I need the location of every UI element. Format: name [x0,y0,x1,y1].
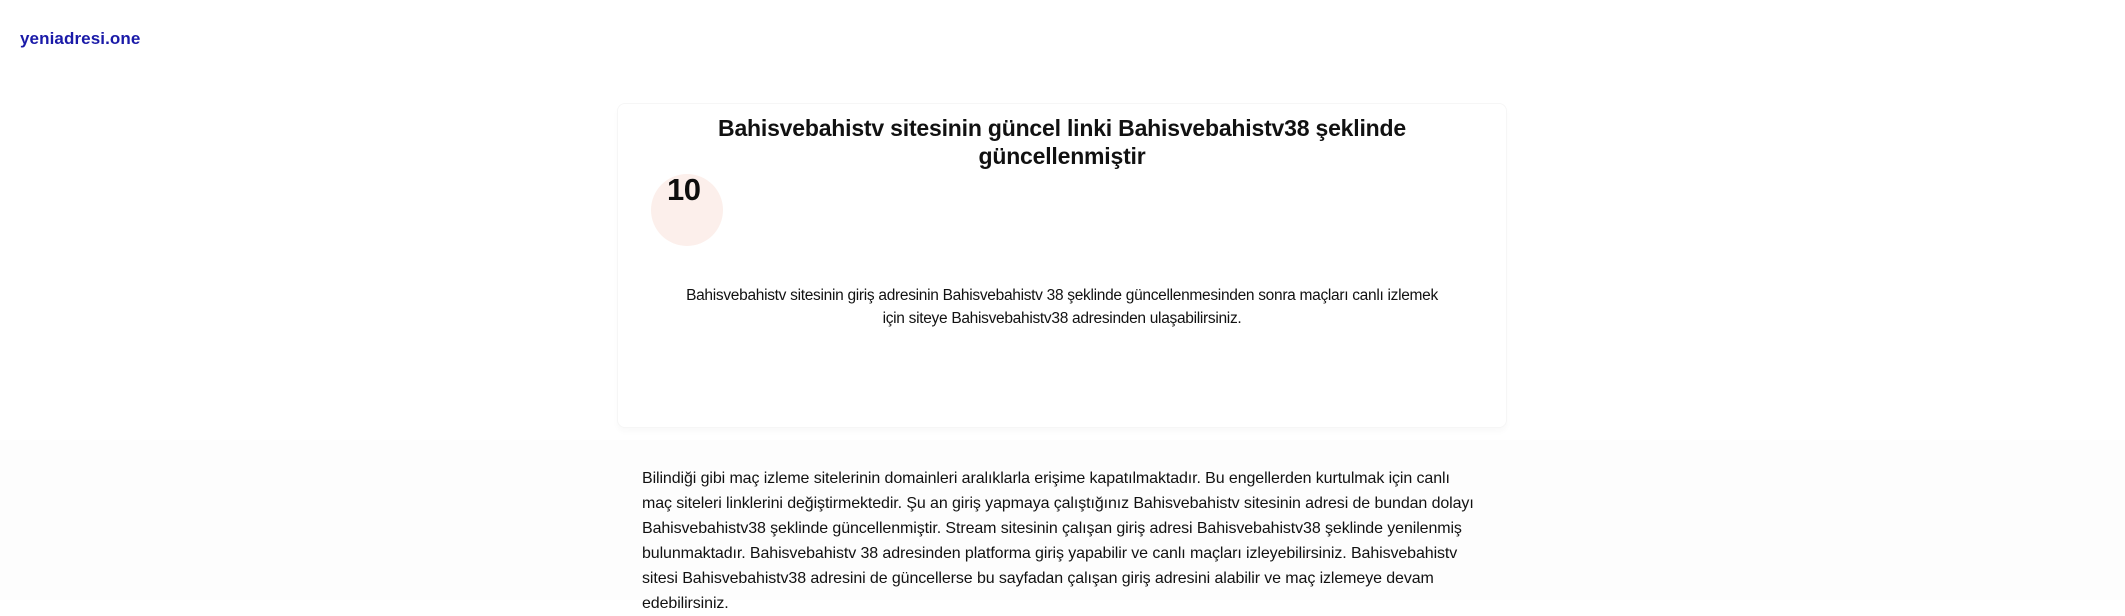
article-line-6: edebilirsiniz. [642,595,729,612]
article-line-2: maç siteleri linklerini değiştirmektedir. Şu an giriş yapmaya çalıştığınız Bahisvebahistv sitesinin adresi de bundan dolayı [642,495,1474,512]
count-badge [651,174,723,246]
card-title-line-2: güncellenmiştir [978,143,1146,169]
card-title [618,114,1506,170]
article-line-4: bulunmaktadır. Bahisvebahistv 38 adresinden platforma giriş yapabilir ve canlı maçları izleyebilirsiniz. Bahisvebahistv [642,545,1458,562]
count-number: 10 [667,172,701,207]
site-logo-link[interactable]: yeniadresi.one [20,29,141,48]
card-title-line-1: Bahisvebahistv sitesinin güncel linki Bahisvebahistv38 şeklinde [718,115,1406,141]
update-card [617,103,1507,428]
article-line-5: sitesi Bahisvebahistv38 adresini de güncellerse bu sayfadan çalışan giriş adresini alabilir ve maç izlemeye devam [642,570,1434,587]
card-description-line-2: için siteye Bahisvebahistv38 adresinden ulaşabilirsiniz. [882,310,1242,327]
card-description-line-1: Bahisvebahistv sitesinin giriş adresinin Bahisvebahistv 38 şeklinde güncellenmesinden sonra maçları canlı izlemek [686,287,1438,304]
card-description [618,284,1506,330]
article-line-1: Bilindiği gibi maç izleme sitelerinin domainleri aralıklarla erişime kapatılmaktadır. Bu engellerden kurtulmak için canlı [642,470,1450,487]
article-line-3: Bahisvebahistv38 şeklinde güncellenmiştir. Stream sitesinin çalışan giriş adresi Bahisvebahistv38 şeklinde yenilenmiş [642,520,1462,537]
article-paragraph [642,466,1492,616]
